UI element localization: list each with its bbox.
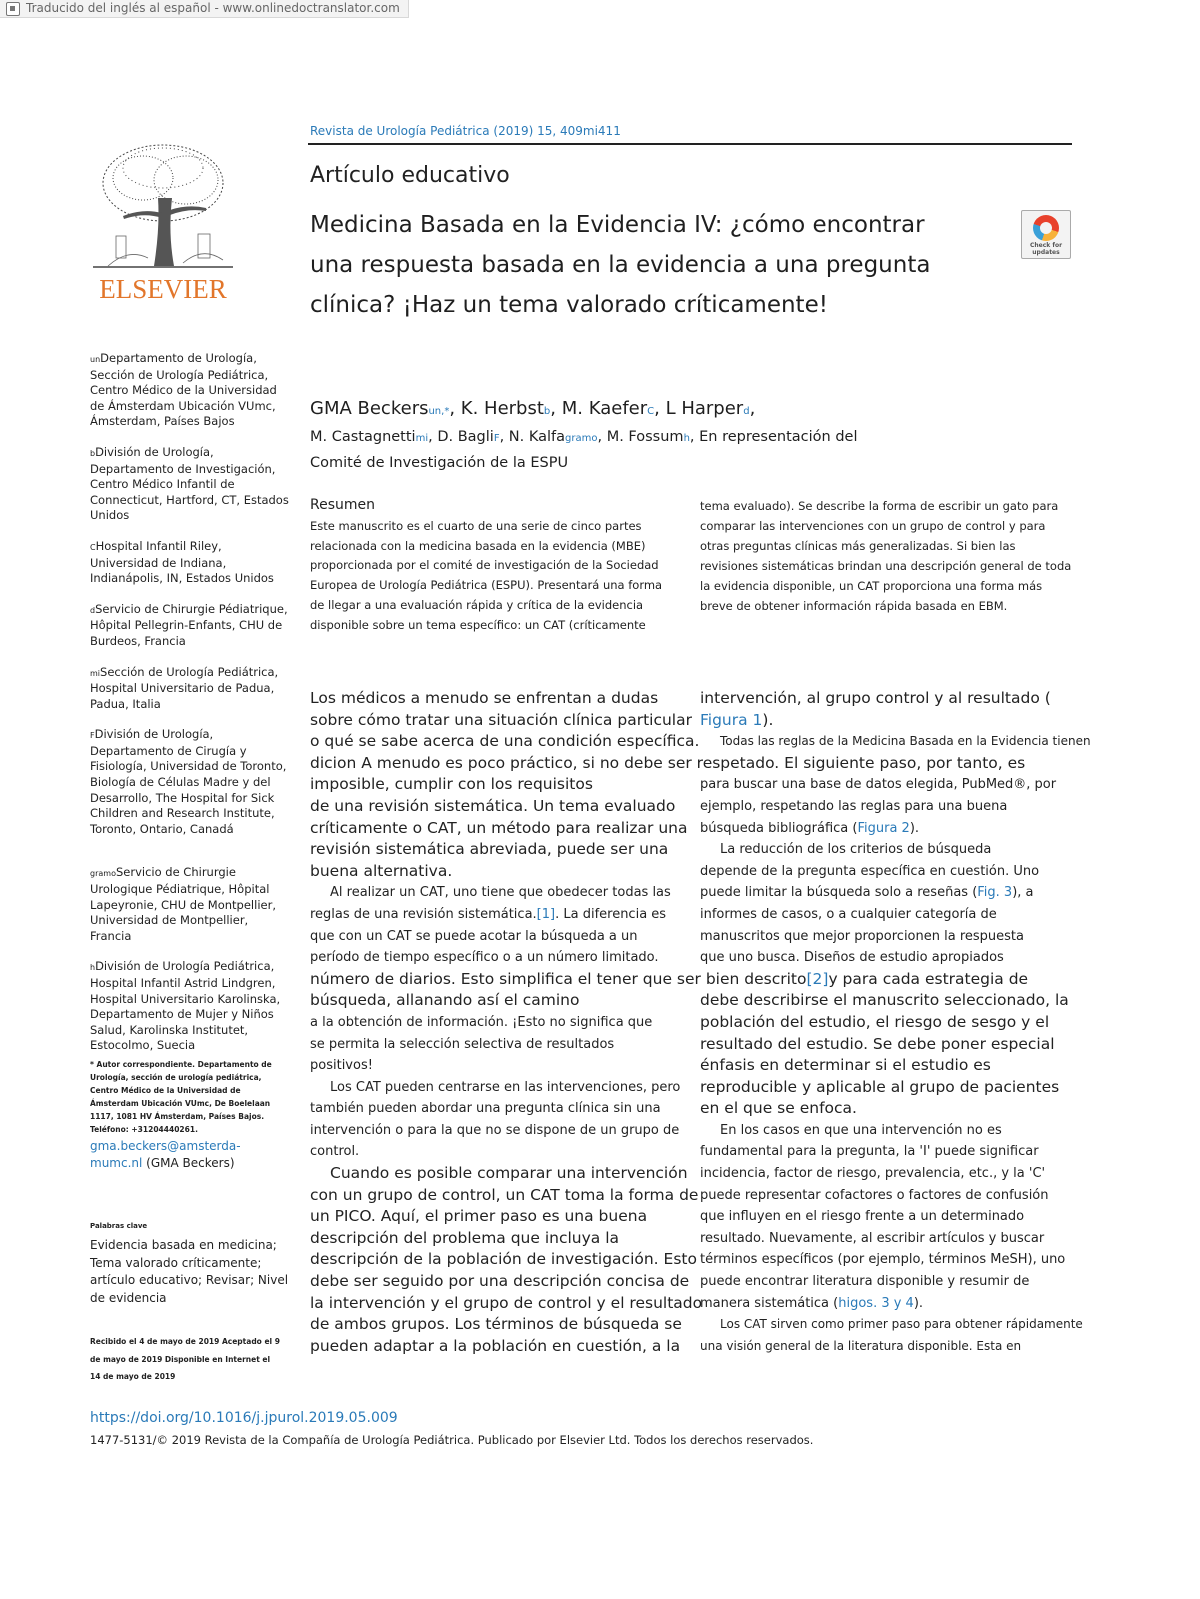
elsevier-logo xyxy=(88,138,238,308)
author-name[interactable]: N. Kalfa xyxy=(508,429,566,445)
body-line: población del estudio, el riesgo de sesgo y el xyxy=(700,1012,1050,1031)
author-name[interactable]: M. Castagnetti xyxy=(310,429,416,445)
body-line: de ambos grupos. Los términos de búsqueda se xyxy=(310,1315,682,1334)
author-affiliation-mark[interactable]: C xyxy=(647,406,655,417)
body-line xyxy=(700,818,1080,840)
body-line: que uno busca. Diseños de estudio apropiados xyxy=(700,950,1004,966)
affiliations xyxy=(90,351,290,1187)
author-affiliation-mark[interactable]: gramo xyxy=(565,433,598,444)
body-line: incidencia, factor de riesgo, prevalencia, etc., y la 'C' xyxy=(700,1166,1046,1182)
body-line-spacer xyxy=(700,753,1080,775)
body-line: positivos! xyxy=(310,1058,373,1074)
author-name[interactable]: K. Herbst xyxy=(460,398,544,419)
author-separator: , En representación del xyxy=(689,429,858,445)
author-name[interactable]: M. Kaefer xyxy=(561,398,648,419)
body-line: con un grupo de control, un CAT toma la forma de xyxy=(310,1185,699,1204)
affiliation-mark: gramo xyxy=(90,869,116,879)
author-group: Comité de Investigación de la ESPU xyxy=(310,455,569,471)
journal-reference[interactable]: Revista de Urología Pediátrica (2019) 15, 409mi411 xyxy=(310,124,621,138)
affiliation-text: Servicio de Chirurgie Urologique Pédiatrique, Hôpital Lapeyronie, CHU de Montpellier, Universidad de Montpellier, Francia xyxy=(90,865,276,943)
body-line: pueden adaptar a la población en cuestión, a la xyxy=(310,1336,681,1355)
copyright-notice: 1477-5131/© 2019 Revista de la Compañía de Urología Pediátrica. Publicado por Elsevier Ltd. Todos los derechos reservados. xyxy=(90,1433,814,1447)
body-line xyxy=(700,882,1080,904)
figure-link[interactable]: Fig. 3 xyxy=(977,885,1013,901)
check-for-updates-button[interactable] xyxy=(1021,210,1071,259)
figure-link[interactable]: Figura 2 xyxy=(857,820,910,836)
article-title xyxy=(310,205,990,325)
affiliation-item xyxy=(90,665,290,713)
body-text: manera sistemática ( xyxy=(700,1295,839,1311)
affiliation-item xyxy=(90,602,290,650)
affiliation-mark: C xyxy=(90,542,96,552)
author-name[interactable]: L Harper xyxy=(665,398,744,419)
body-line: la intervención y el grupo de control y el resultado xyxy=(310,1293,703,1312)
body-line: debe describirse el manuscrito seleccionado, la xyxy=(700,991,1069,1010)
keywords-list: Evidencia basada en medicina; Tema valorado críticamente; artículo educativo; Revisar; Nivel de evidencia xyxy=(90,1238,289,1305)
body-line: búsqueda, allanando así el camino xyxy=(310,991,580,1010)
body-line: puede encontrar literatura disponible y resumir de xyxy=(700,1274,1030,1290)
body-line: reproducible y aplicable al grupo de pacientes xyxy=(700,1077,1060,1096)
affiliation-text: Hospital Infantil Riley, Universidad de Indiana, Indianápolis, IN, Estados Unidos xyxy=(90,538,274,586)
article-title-line: Medicina Basada en la Evidencia IV: ¿cómo encontrar xyxy=(310,212,925,238)
body-line: que con un CAT se puede acotar la búsqueda a un xyxy=(310,928,638,944)
body-line: una visión general de la literatura disponible. Esta en xyxy=(700,1338,1022,1353)
doi-link[interactable]: https://doi.org/10.1016/j.jpurol.2019.05.009 xyxy=(90,1410,398,1426)
elsevier-tree-icon xyxy=(88,138,238,308)
body-line: debe ser seguido por una descripción concisa de xyxy=(310,1272,690,1291)
body-line: resultado. Nuevamente, al escribir artículos y buscar xyxy=(700,1230,1045,1246)
body-line: Los médicos a menudo se enfrentan a dudas xyxy=(310,689,659,707)
affiliation-mark: h xyxy=(90,963,96,973)
reference-link[interactable]: [2] xyxy=(806,969,829,988)
affiliation-item xyxy=(90,959,290,1054)
body-line: depende de la pregunta específica en cuestión. Uno xyxy=(700,863,1040,879)
body-line: dicion A menudo es poco práctico, si no debe ser respetado. El siguiente paso, por tanto, es xyxy=(310,753,1026,772)
keywords-label: Palabras clave xyxy=(90,1222,148,1230)
publisher-name: ELSEVIER xyxy=(99,274,227,304)
body-line: descripción de la población de investigación. Esto xyxy=(310,1250,697,1269)
author-affiliation-mark[interactable]: un,* xyxy=(428,406,450,417)
body-text: . La diferencia es xyxy=(555,906,667,922)
affiliation-item xyxy=(90,351,290,430)
body-line: descripción del problema que incluya la xyxy=(310,1228,620,1247)
author-name[interactable]: D. Bagli xyxy=(437,429,494,445)
affiliation-text: Departamento de Urología, Sección de Urología Pediátrica, Centro Médico de la Universidad de Ámsterdam Ubicación VUmc, Ámsterdam, Países Bajos xyxy=(90,351,277,429)
figure-link[interactable]: Figura 1 xyxy=(700,710,763,729)
body-line: Al realizar un CAT, uno tiene que obedecer todas las xyxy=(330,885,671,901)
body-line: buena alternativa. xyxy=(310,861,453,880)
body-line: resultado del estudio. Se debe poner especial xyxy=(700,1034,1055,1053)
article-title-line: clínica? ¡Haz un tema valorado críticamente! xyxy=(310,292,828,318)
abstract-text-right: tema evaluado). Se describe la forma de escribir un gato para comparar las intervenciones con un grupo de control y para otras preguntas clínicas más generalizadas. Si bien las revisiones sistemáticas brindan una descripción general de toda la evidencia disponible, un CAT proporciona una forma más breve de obtener información rápida basada en EBM. xyxy=(700,499,1072,613)
body-line: ejemplo, respetando las reglas para una buena xyxy=(700,798,1008,814)
body-line: o qué se sabe acerca de una condición específica. xyxy=(310,732,700,751)
body-line: Los CAT sirven como primer paso para obtener rápidamente xyxy=(720,1317,1083,1332)
body-line: En los casos en que una intervención no es xyxy=(720,1122,1002,1138)
author-name[interactable]: M. Fossum xyxy=(606,429,684,445)
author-affiliation-mark[interactable]: h xyxy=(683,433,690,444)
author-affiliation-mark[interactable]: F xyxy=(493,433,500,444)
body-line: manuscritos que mejor proporcionen la respuesta xyxy=(700,928,1024,944)
affiliation-text: Sección de Urología Pediátrica, Hospital Universitario de Padua, Padua, Italia xyxy=(90,664,279,711)
correspondence-email-link[interactable]: gma.beckers@amsterda-mumc.nl xyxy=(90,1138,241,1170)
author-name[interactable]: GMA Beckers xyxy=(310,398,429,419)
affiliation-mark: mi xyxy=(90,668,101,678)
body-line: informes de casos, o a cualquier categoría de xyxy=(700,906,997,922)
body-line: período de tiempo específico o a un número limitado. xyxy=(310,950,659,966)
author-separator: , xyxy=(449,398,456,419)
author-separator: , xyxy=(749,398,756,419)
body-line: términos específicos (por ejemplo, términos MeSH), uno xyxy=(700,1252,1066,1268)
body-line: fundamental para la pregunta, la 'I' puede significar xyxy=(700,1144,1039,1160)
article-title-line: una respuesta basada en la evidencia a una pregunta xyxy=(310,252,931,278)
body-text: puede limitar la búsqueda solo a reseñas ( xyxy=(700,885,978,901)
body-line: puede representar cofactores o factores de confusión xyxy=(700,1187,1049,1203)
affiliation-text: División de Urología, Departamento de Cirugía y Fisiología, Universidad de Toronto, Biología de Células Madre y del Desarrollo, The Hospital for Sick Children and Research Institute, Toronto, Ontario, Canadá xyxy=(90,727,287,836)
translator-logo-icon xyxy=(6,2,20,16)
translator-banner-text: Traducido del inglés al español - www.onlinedoctranslator.com xyxy=(26,1,400,15)
body-line-spacer xyxy=(700,969,1080,991)
article-type: Artículo educativo xyxy=(310,163,510,188)
affiliation-mark: d xyxy=(90,605,96,615)
affiliation-item xyxy=(90,445,290,524)
header-rule xyxy=(308,143,1072,145)
abstract-text-left: Este manuscrito es el cuarto de una serie de cinco partes relacionada con la medicina basada en la evidencia (MBE) proporcionada por el comité de investigación de la Sociedad Europea de Urología Pediátrica (ESPU). Presentará una forma de llegar a una evaluación rápida y crítica de la evidencia disponible sobre un tema específico: un CAT (críticamente xyxy=(310,519,663,632)
body-line: de una revisión sistemática. Un tema evaluado xyxy=(310,796,676,815)
author-separator: , xyxy=(499,429,505,445)
check-updates-label: Check for updates xyxy=(1029,242,1063,256)
body-line xyxy=(700,1293,1080,1315)
reference-link[interactable]: [1] xyxy=(536,906,556,922)
body-text: ). xyxy=(909,820,920,836)
affiliation-text: Servicio de Chirurgie Pédiatrique, Hôpital Pellegrin-Enfants, CHU de Burdeos, Francia xyxy=(90,601,288,648)
abstract-heading: Resumen xyxy=(310,497,376,513)
correspondence-email-line xyxy=(90,1138,290,1172)
affiliation-mark: un xyxy=(90,355,101,364)
body-column-right xyxy=(700,688,1091,1357)
correspondence-email-suffix: (GMA Beckers) xyxy=(142,1155,235,1170)
body-line: intervención o para la que no se dispone de un grupo de xyxy=(310,1122,680,1138)
body-line: críticamente o CAT, un método para realizar una xyxy=(310,818,688,837)
body-line: revisión sistemática abreviada, puede ser una xyxy=(310,840,669,859)
body-line: se permita la selección selectiva de resultados xyxy=(310,1036,615,1052)
body-text: reglas de una revisión sistemática. xyxy=(310,906,537,922)
body-line: intervención, al grupo control y al resultado ( xyxy=(700,689,1051,707)
affiliation-item xyxy=(90,865,290,944)
translator-banner[interactable] xyxy=(0,0,409,18)
body-text: ). xyxy=(913,1295,924,1311)
body-line: un PICO. Aquí, el primer paso es una buena xyxy=(310,1207,648,1226)
body-line xyxy=(700,710,1080,732)
author-affiliation-mark[interactable]: mi xyxy=(415,433,429,444)
body-line: que influyen en el riesgo frente a un determinado xyxy=(700,1209,1025,1225)
body-line: Cuando es posible comparar una intervención xyxy=(330,1164,688,1183)
author-list xyxy=(310,396,910,475)
affiliation-item xyxy=(90,539,290,587)
author-separator: , xyxy=(428,429,433,445)
body-line: sobre cómo tratar una situación clínica particular xyxy=(310,710,692,729)
article-history: Recibido el 4 de mayo de 2019 Aceptado el 9 de mayo de 2019 Disponible en Internet el 14 de mayo de 2019 xyxy=(90,1337,280,1381)
body-line: Todas las reglas de la Medicina Basada en la Evidencia tienen xyxy=(720,734,1091,749)
body-text: ), a xyxy=(1012,885,1034,901)
affiliation-text: División de Urología Pediátrica, Hospital Infantil Astrid Lindgren, Hospital Universitario Karolinska, Departamento de Mujer y Niños Salud, Karolinska Institutet, Estocolmo, Suecia xyxy=(90,959,281,1053)
affiliation-item xyxy=(90,727,290,837)
figure-link[interactable]: higos. 3 y 4 xyxy=(838,1295,914,1311)
body-line: La reducción de los criterios de búsqueda xyxy=(720,842,992,858)
author-affiliation-mark[interactable]: d xyxy=(743,406,750,417)
check-updates-icon xyxy=(1033,215,1059,241)
body-line: control. xyxy=(310,1144,360,1160)
body-text: número de diarios. Esto simplifica el tener que ser bien descrito xyxy=(310,969,807,988)
body-text: ). xyxy=(762,710,774,729)
body-line: énfasis en determinar si el estudio es xyxy=(700,1056,991,1075)
body-line: imposible, cumplir con los requisitos xyxy=(310,775,593,794)
author-separator: , xyxy=(654,398,660,419)
correspondence-note xyxy=(90,1058,290,1136)
body-line: para buscar una base de datos elegida, PubMed®, por xyxy=(700,777,1057,793)
body-line: también pueden abordar una pregunta clínica sin una xyxy=(310,1101,661,1117)
author-affiliation-mark[interactable]: b xyxy=(543,406,551,417)
body-text: y para cada estrategia de xyxy=(828,969,1029,988)
body-line: Los CAT pueden centrarse en las intervenciones, pero xyxy=(330,1079,681,1095)
body-line: en el que se enfoca. xyxy=(700,1099,857,1118)
author-separator: , xyxy=(550,398,557,419)
body-line: a la obtención de información. ¡Esto no significa que xyxy=(310,1014,653,1030)
correspondence-text: * Autor correspondiente. Departamento de Urología, sección de urología pediátrica, Centro Médico de la Universidad de Ámsterdam Ubicación VUmc, De Boelelaan 1117, 1081 HV Ámsterdam, Países Bajos. Teléfono: +31204440261. xyxy=(90,1059,272,1134)
affiliation-text: División de Urología, Departamento de Investigación, Centro Médico Infantil de Connecticut, Hartford, CT, Estados Unidos xyxy=(90,444,289,523)
author-separator: , xyxy=(597,429,603,445)
affiliation-mark: b xyxy=(90,448,96,458)
affiliation-mark: F xyxy=(90,731,95,741)
body-text: búsqueda bibliográfica ( xyxy=(700,820,858,836)
